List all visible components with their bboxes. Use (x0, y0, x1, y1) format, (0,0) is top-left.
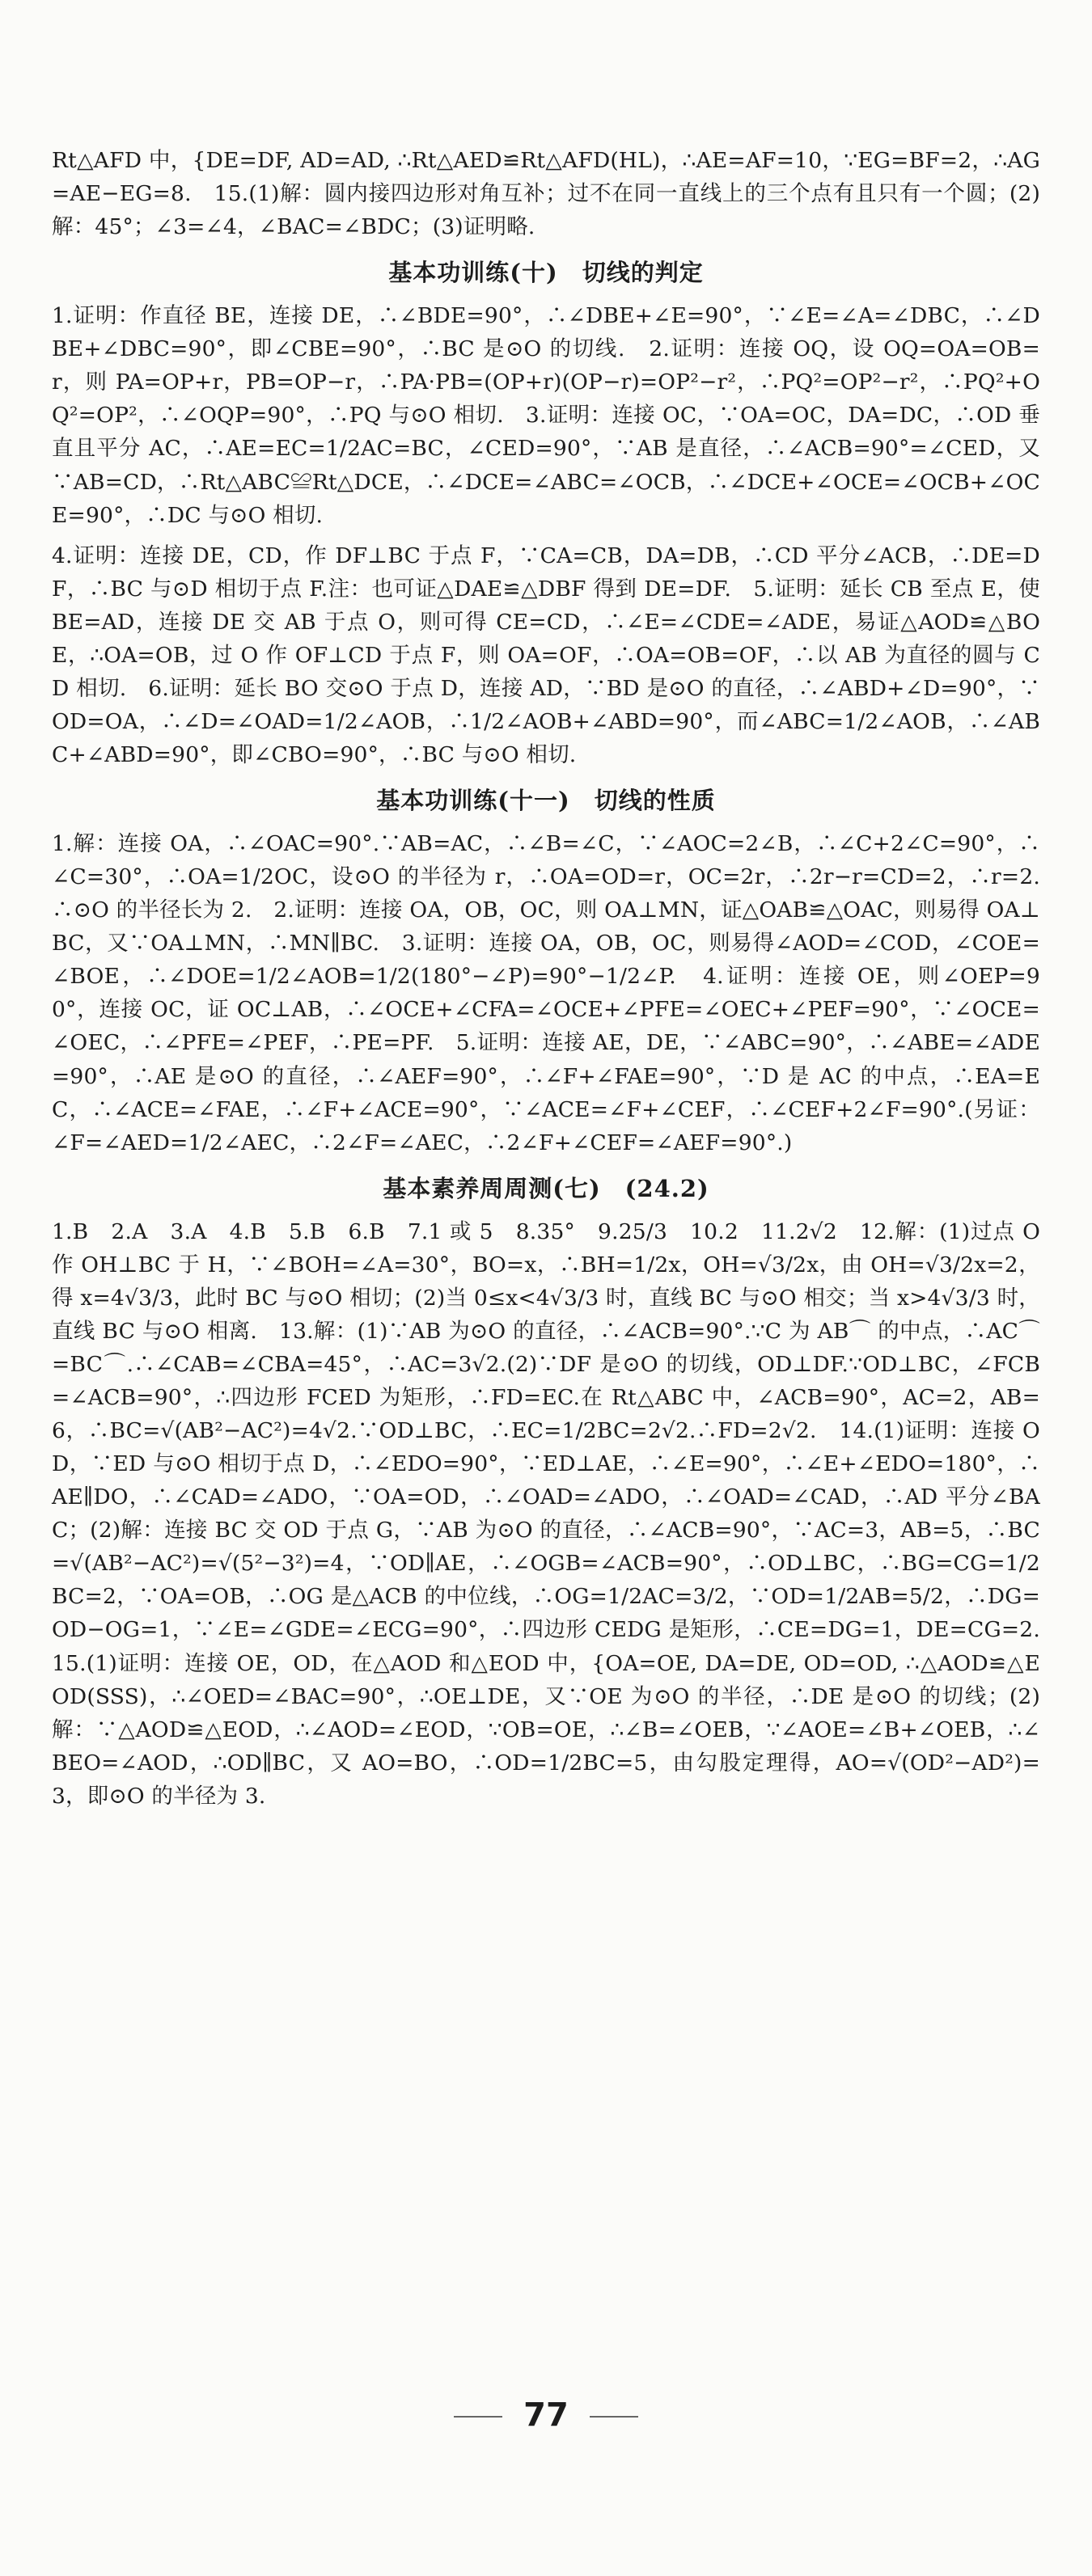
text-paragraph-5: 1.B 2.A 3.A 4.B 5.B 6.B 7.1 或 5 8.35° 9.25/3 10.2 11.2√2 12.解：(1)过点 O 作 OH⊥BC 于 H，∵∠BOH=∠A=30°，BO=x，∴BH=1/2x，OH=√3/2x，由 OH=√3/2x=2，得 x=4√3/3，此时 BC 与⊙O 相切；(2)当 0≤x<4√3/3 时，直线 BC 与⊙O 相交；当 x>4√3/3 时，直线 BC 与⊙O 相离. 13.解：(1)∵AB 为⊙O 的直径，∴∠ACB=90°.∵C 为 AB⌒ 的中点，∴AC⌒=BC⌒.∴∠CAB=∠CBA=45°，∴AC=3√2.(2)∵DF 是⊙O 的切线，OD⊥DF.∵OD⊥BC，∠FCB=∠ACB=90°，∴四边形 FCED 为矩形，∴FD=EC.在 Rt△ABC 中，∠ACB=90°，AC=2，AB=6，∴BC=√(AB²−AC²)=4√2.∵OD⊥BC，∴EC=1/2BC=2√2.∴FD=2√2. 14.(1)证明：连接 OD，∵ED 与⊙O 相切于点 D，∴∠EDO=90°，∵ED⊥AE，∴∠E=90°，∴∠E+∠EDO=180°，∴AE∥DO，∴∠CAD=∠ADO，∵OA=OD，∴∠OAD=∠ADO，∴∠OAD=∠CAD，∴AD 平分∠BAC；(2)解：连接 BC 交 OD 于点 G，∵AB 为⊙O 的直径，∴∠ACB=90°，∵AC=3，AB=5，∴BC=√(AB²−AC²)=√(5²−3²)=4，∵OD∥AE，∴∠OGB=∠ACB=90°，∴OD⊥BC，∴BG=CG=1/2BC=2，∵OA=OB，∴OG 是△ACB 的中位线，∴OG=1/2AC=3/2，∵OD=1/2AB=5/2，∴DG=OD−OG=1，∵∠E=∠GDE=∠ECG=90°，∴四边形 CEDG 是矩形，∴CE=DG=1，DE=CG=2. 15.(1)证明：连接 OE，OD，在△AOD 和△EOD 中，{OA=OE, DA=DE, OD=OD, ∴△AOD≌△EOD(SSS)，∴∠OED=∠BAC=90°，∴OE⊥DE，又∵OE 为⊙O 的半径，∴DE 是⊙O 的切线；(2)解：∵△AOD≌△EOD，∴∠AOD=∠EOD，∵OB=OE，∴∠B=∠OEB，∵∠AOE=∠B+∠OEB，∴∠BEO=∠AOD，∴OD∥BC，又 AO=BO，∴OD=1/2BC=5，由勾股定理得，AO=√(OD²−AD²)=3，即⊙O 的半径为 3. (52, 1218, 1062, 1809)
section-title-tangent-property: 基本功训练(十一) 切线的性质 (376, 787, 716, 815)
section-title-tangent-criterion: 基本功训练(十) 切线的判定 (388, 259, 704, 287)
page-number: 77 (0, 2397, 1092, 2434)
text-paragraph-1: Rt△AFD 中，{DE=DF, AD=AD, ∴Rt△AED≌Rt△AFD(HL)，∴AE=AF=10，∵EG=BF=2，∴AG=AE−EG=8. 15.(1)解：圆内接四边形对角互补；过不在同一直线上的三个点有且只有一个圆；(2)解：45°；∠3=∠4，∠BAC=∠BDC；(3)证明略. (52, 148, 1040, 240)
text-paragraph-3: 4.证明：连接 DE，CD，作 DF⊥BC 于点 F，∵CA=CB，DA=DB，∴CD 平分∠ACB，∴DE=DF，∴BC 与⊙D 相切于点 F.注：也可证△DAE≌△DBF 得到 DE=DF. 5.证明：延长 CB 至点 E，使 BE=AD，连接 DE 交 AB 于点 O，则可得 CE=CD，∴∠E=∠CDE=∠ADE，易证△AOD≌△BOE，∴OA=OB，过 O 作 OF⊥CD 于点 F，则 OA=OF，∴OA=OB=OF，∴以 AB 为直径的圆与 CD 相切. 6.证明：延长 BO 交⊙O 于点 D，连接 AD，∵BD 是⊙O 的直径，∴∠ABD+∠D=90°，∵OD=OA，∴∠D=∠OAD=1/2∠AOB，∴1/2∠AOB+∠ABD=90°，而∠ABC=1/2∠AOB，∴∠ABC+∠ABD=90°，即∠CBO=90°，∴BC 与⊙O 相切. (52, 543, 1040, 767)
text-paragraph-2: 1.证明：作直径 BE，连接 DE，∴∠BDE=90°，∴∠DBE+∠E=90°，∵∠E=∠A=∠DBC，∴∠DBE+∠DBC=90°，即∠CBE=90°，∴BC 是⊙O 的切线. 2.证明：连接 OQ，设 OQ=OA=OB=r，则 PA=OP+r，PB=OP−r，∴PA·PB=(OP+r)(OP−r)=OP²−r²，∴PQ²=OP²−r²，∴PQ²+OQ²=OP²，∴∠OQP=90°，∴PQ 与⊙O 相切. 3.证明：连接 OC，∵OA=OC，DA=DC，∴OD 垂直且平分 AC，∴AE=EC=1/2AC=BC，∠CED=90°，∵AB 是直径，∴∠ACB=90°=∠CED，又∵AB=CD，∴Rt△ABC≌Rt△DCE，∴∠DCE=∠ABC=∠OCB，∴∠DCE+∠OCE=∠OCB+∠OCE=90°，∴DC 与⊙O 相切. (52, 303, 1040, 528)
text-paragraph-4: 1.解：连接 OA，∴∠OAC=90°.∵AB=AC，∴∠B=∠C，∵∠AOC=2∠B，∴∠C+2∠C=90°，∴∠C=30°，∴OA=1/2OC，设⊙O 的半径为 r，∴OA=OD=r，OC=2r，∴2r−r=CD=2，∴r=2.∴⊙O 的半径长为 2. 2.证明：连接 OA，OB，OC，则 OA⊥MN，证△OAB≌△OAC，则易得 OA⊥BC，又∵OA⊥MN，∴MN∥BC. 3.证明：连接 OA，OB，OC，则易得∠AOD=∠COD，∠COE=∠BOE，∴∠DOE=1/2∠AOB=1/2(180°−∠P)=90°−1/2∠P. 4.证明：连接 OE，则∠OEP=90°，连接 OC，证 OC⊥AB，∴∠OCE+∠CFA=∠OCE+∠PFE=∠OEC+∠PEF=90°，∵∠OCE=∠OEC，∴∠PFE=∠PEF，∴PE=PF. 5.证明：连接 AE，DE，∵∠ABC=90°，∴∠ABE=∠ADE=90°，∴AE 是⊙O 的直径，∴∠AEF=90°，∴∠F+∠FAE=90°，∵D 是 AC 的中点，∴EA=EC，∴∠ACE=∠FAE，∴∠F+∠ACE=90°，∵∠ACE=∠F+∠CEF，∴∠CEF+2∠F=90°.(另证：∠F=∠AED=1/2∠AEC，∴2∠F=∠AEC，∴2∠F+∠CEF=∠AEF=90°.) (52, 831, 1040, 1155)
section-title-weekly-test: 基本素养周周测(七) (24.2) (383, 1174, 709, 1202)
